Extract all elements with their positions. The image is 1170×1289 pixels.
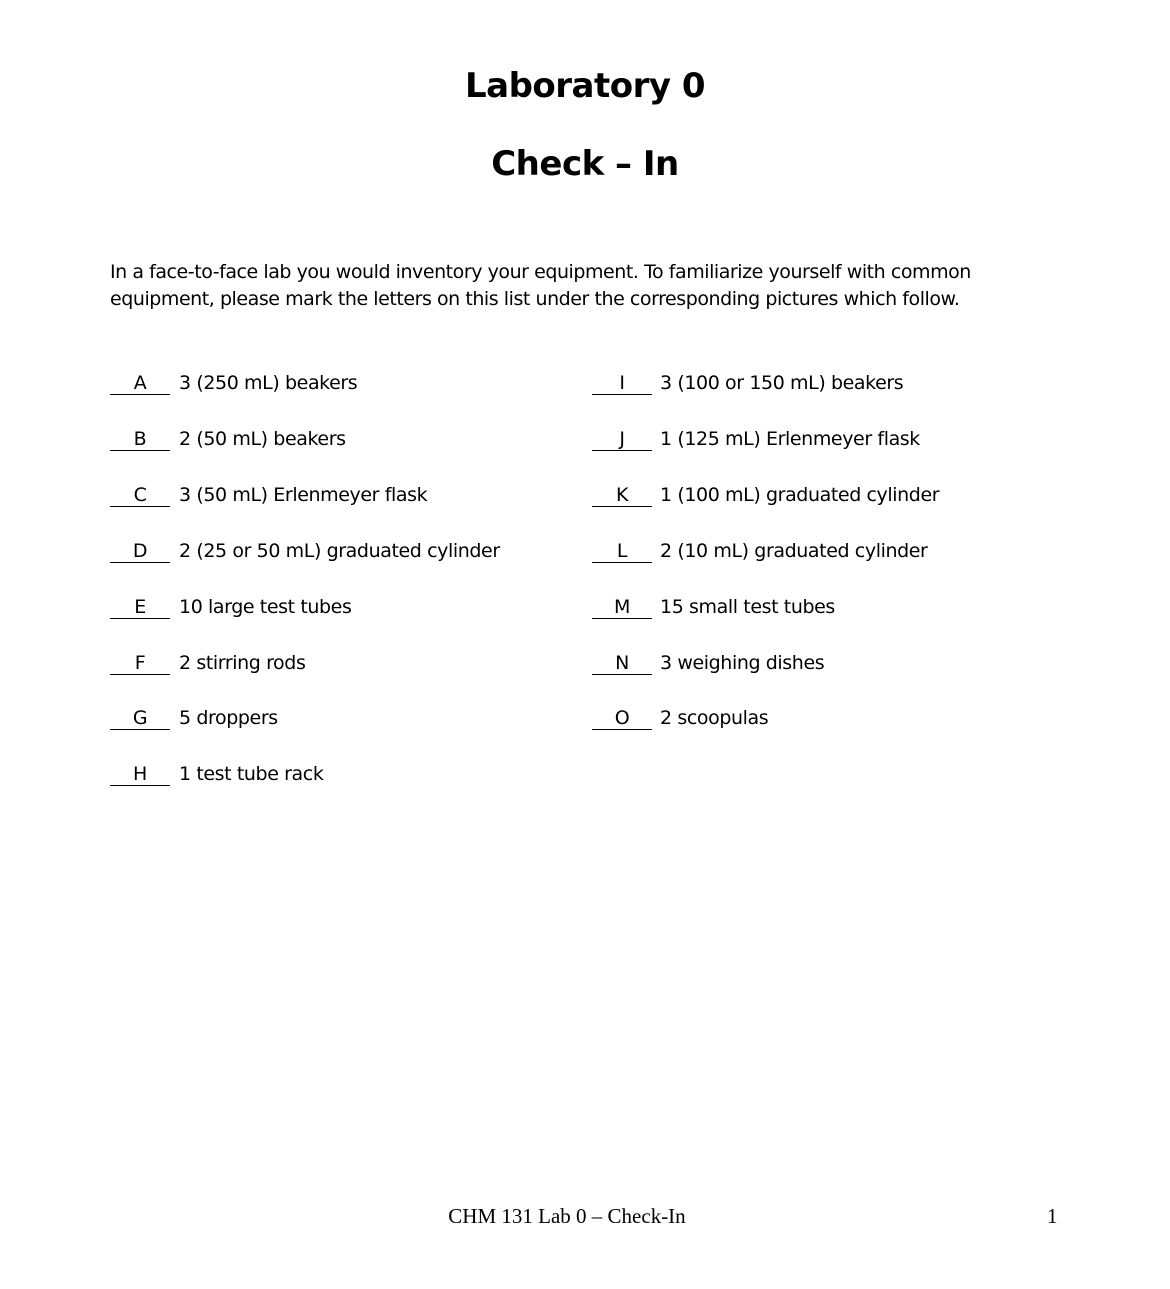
- answer-letter: D: [110, 540, 170, 563]
- answer-letter: K: [592, 484, 652, 507]
- answer-letter: J: [592, 428, 652, 451]
- answer-letter: H: [110, 763, 170, 786]
- answer-letter: O: [592, 707, 652, 730]
- equipment-description: 1 test tube rack: [179, 763, 324, 785]
- answer-letter: G: [110, 707, 170, 730]
- answer-letter: M: [592, 596, 652, 619]
- equipment-description: 1 (125 mL) Erlenmeyer flask: [660, 428, 920, 450]
- equipment-description: 3 (250 mL) beakers: [179, 372, 358, 394]
- equipment-item-c: [110, 482, 427, 508]
- equipment-description: 15 small test tubes: [660, 596, 835, 618]
- answer-letter: N: [592, 652, 652, 675]
- equipment-description: 2 (25 or 50 mL) graduated cylinder: [179, 540, 500, 562]
- page-title: Laboratory 0: [464, 66, 706, 106]
- equipment-item-m: [592, 594, 835, 620]
- equipment-item-g: [110, 705, 278, 731]
- equipment-item-b: [110, 426, 346, 452]
- equipment-item-k: [592, 482, 939, 508]
- page-footer: CHM 131 Lab 0 – Check-In: [448, 1204, 686, 1228]
- answer-letter: L: [592, 540, 652, 563]
- equipment-item-f: [110, 650, 305, 676]
- equipment-item-e: [110, 594, 351, 620]
- equipment-description: 3 (100 or 150 mL) beakers: [660, 372, 904, 394]
- equipment-description: 1 (100 mL) graduated cylinder: [660, 484, 940, 506]
- equipment-item-o: [592, 705, 768, 731]
- equipment-item-l: [592, 538, 927, 564]
- equipment-description: 5 droppers: [179, 707, 278, 729]
- equipment-description: 3 (50 mL) Erlenmeyer flask: [179, 484, 428, 506]
- page-subtitle: Check – In: [491, 144, 679, 184]
- equipment-description: 2 scoopulas: [660, 707, 769, 729]
- intro-paragraph: In a face-to-face lab you would inventory your equipment. To familiarize yourself with common equipment, please mark the letters on this list under the corresponding pictures which follow.: [110, 261, 971, 310]
- answer-letter: B: [110, 428, 170, 451]
- equipment-item-j: [592, 426, 920, 452]
- equipment-description: 2 stirring rods: [179, 652, 306, 674]
- equipment-item-h: [110, 761, 323, 787]
- answer-letter: I: [592, 372, 652, 395]
- equipment-description: 2 (10 mL) graduated cylinder: [660, 540, 928, 562]
- equipment-description: 10 large test tubes: [179, 596, 352, 618]
- answer-letter: F: [110, 652, 170, 675]
- equipment-description: 2 (50 mL) beakers: [179, 428, 346, 450]
- answer-letter: A: [110, 372, 170, 395]
- answer-letter: C: [110, 484, 170, 507]
- equipment-item-n: [592, 650, 824, 676]
- equipment-item-i: [592, 370, 903, 396]
- equipment-item-d: [110, 538, 500, 564]
- answer-letter: E: [110, 596, 170, 619]
- equipment-description: 3 weighing dishes: [660, 652, 825, 674]
- page-number: 1: [1047, 1204, 1058, 1228]
- equipment-item-a: [110, 370, 357, 396]
